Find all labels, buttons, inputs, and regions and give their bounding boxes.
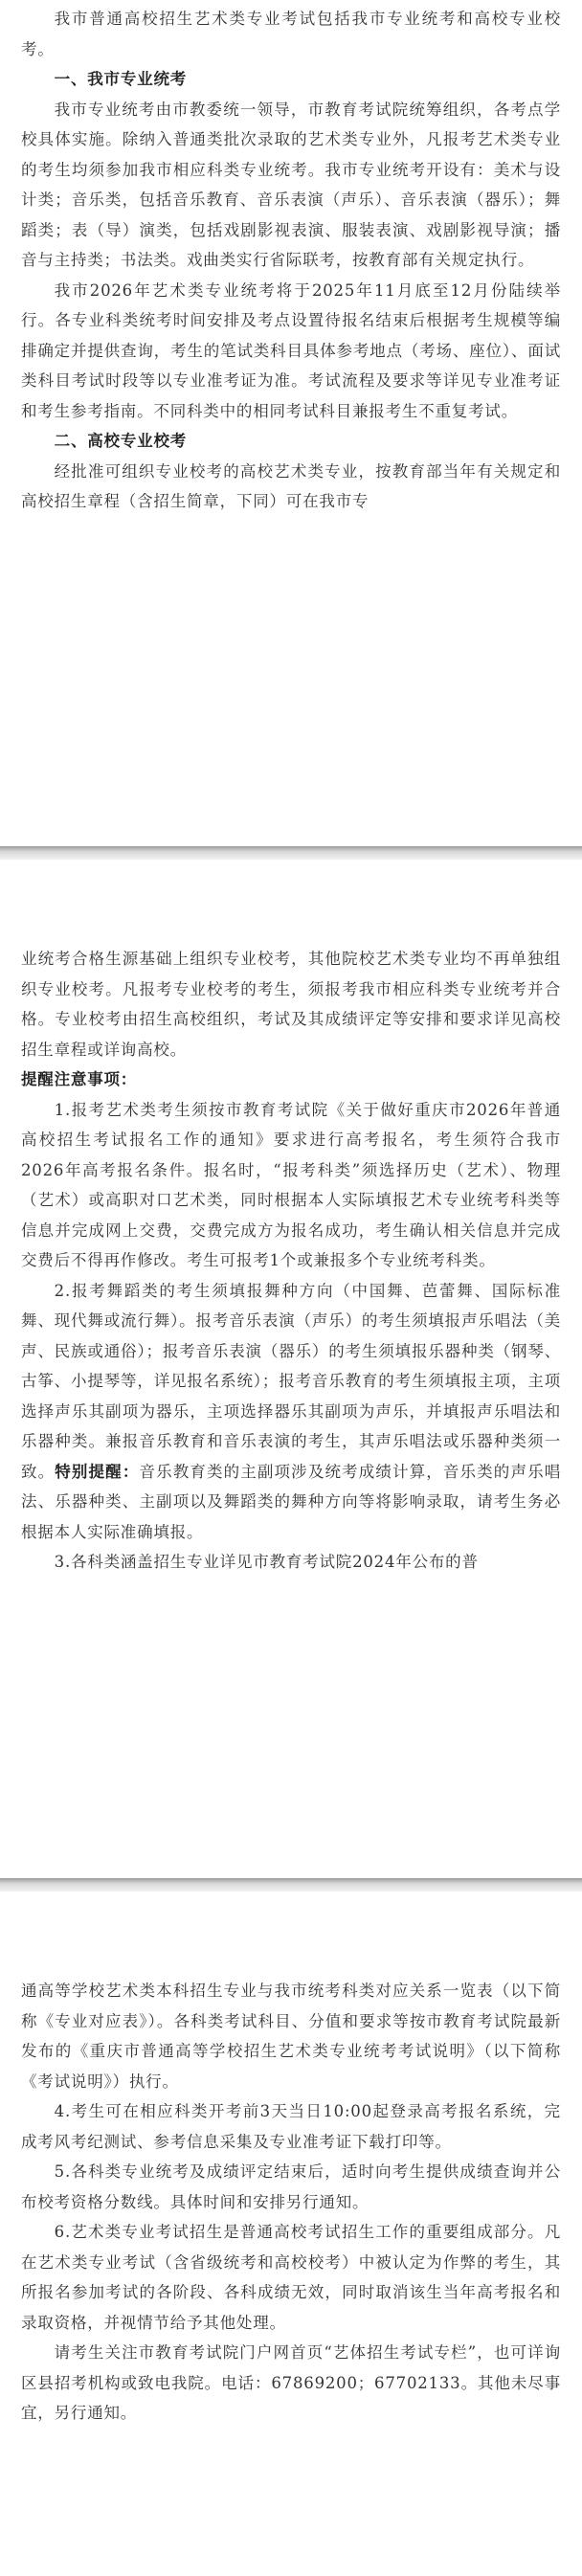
note-item-2-reminder-text: 音乐教育类的主副项涉及统考成绩计算，音乐类的声乐唱法、乐器种类、主副项以及舞蹈类的舞种方向等将影响录取，请考生务必根据本人实际准确填报。 bbox=[21, 1462, 562, 1541]
note-item-5: 5.各科类专业统考及成绩评定结束后，适时向考生提供成绩查询并公布校考资格分数线。具体时间和安排另行通知。 bbox=[21, 2162, 561, 2211]
closing-contact-paragraph: 请考生关注市教育考试院门户网首页“艺体招生考试专栏”，也可详询区县招考机构或致电我院。电话：67869200；67702133。其他未尽事宜，另行通知。 bbox=[21, 2343, 561, 2422]
school-exam-paragraph-start: 经批准可组织专业校考的高校艺术类专业，按教育部当年有关规定和高校招生章程（含招生简章，下同）可在我市专 bbox=[21, 461, 561, 510]
note-item-1: 1.报考艺术类考生须按市教育考试院《关于做好重庆市2026年普通高校招生考试报名工作的通知》要求进行高考报名，考生须符合我市2026年高考报名条件。报名时，“报考科类”须选择历史（艺术）、物理（艺术）或高职对口艺术类，同时根据本人实际填报艺术专业统考科类等信息并完成网上交费，交费完成方为报名成功，考生确认相关信息并完成交费后不得再作修改。考生可报考1个或兼报多个专业统考科类。 bbox=[21, 1100, 561, 1269]
page-separator bbox=[0, 846, 582, 860]
section-heading-unified-exam: 一、我市专业统考 bbox=[54, 70, 188, 88]
note-item-4: 4.考生可在相应科类开考前3天当日10:00起登录高考报名系统，完成考风考纪测试、参考信息采集及专业准考证下载打印等。 bbox=[21, 2102, 561, 2151]
document-page-1 bbox=[0, 0, 582, 846]
exam-schedule-paragraph: 我市2026年艺术类专业统考将于2025年11月底至12月份陆续举行。各专业科类统考时间安排及考点设置待报名结束后根据考生规模等编排确定并提供查询，考生的笔试类科目具体参考地点（考场、座位）、面试类科目考试时段等以专业准考证为准。考试流程及要求等详见专业准考证和考生参考指南。不同科类中的相同考试科目兼报考生不重复考试。 bbox=[21, 280, 561, 420]
page-separator bbox=[0, 1878, 582, 1892]
special-reminder-label: 特别提醒： bbox=[55, 1462, 140, 1481]
document-page-2 bbox=[0, 860, 582, 1878]
note-item-3-start: 3.各科类涵盖招生专业详见市教育考试院2024年公布的普 bbox=[54, 1553, 479, 1571]
note-item-3-continued: 通高等学校艺术类本科招生专业与我市统考科类对应关系一览表（以下简称《专业对应表》）。各科类考试科目、分值和要求等按市教育考试院最新发布的《重庆市普通高等学校招生艺术类专业统考考试说明》（以下简称《考试说明》）执行。 bbox=[21, 1982, 561, 2091]
note-item-2-text: 2.报考舞蹈类的考生须填报舞种方向（中国舞、芭蕾舞、国际标准舞、现代舞或流行舞）。报考音乐表演（声乐）的考生须填报声乐唱法（美声、民族或通俗）；报考音乐表演（器乐）的考生须填报乐器种类（钢琴、古筝、小提琴等，详见报名系统）；报考音乐教育的考生须填报主项，主项选择声乐其副项为器乐，主项选择器乐其副项为声乐，并填报声乐唱法和乐器种类。兼报音乐教育和音乐表演的考生，其声乐唱法或乐器种类须一致。 bbox=[21, 1281, 561, 1481]
school-exam-paragraph-continued: 业统考合格生源基础上组织专业校考，其他院校艺术类专业均不再单独组织专业校考。凡报考专业校考的考生，须报考我市相应科类专业统考并合格。专业校考由招生高校组织，考试及其成绩评定等安排和要求详见高校招生章程或详询高校。 bbox=[21, 950, 561, 1059]
document-page-3 bbox=[0, 1892, 582, 2576]
section-heading-school-exam: 二、高校专业校考 bbox=[54, 432, 188, 450]
intro-paragraph: 我市普通高校招生艺术类专业考试包括我市专业统考和高校专业校考。 bbox=[21, 10, 561, 58]
unified-exam-paragraph: 我市专业统考由市教委统一领导，市教育考试院统筹组织，各考点学校具体实施。除纳入普通类批次录取的艺术类专业外，凡报考艺术类专业的考生均须参加我市相应科类专业统考。我市专业统考开设有：美术与设计类；音乐类，包括音乐教育、音乐表演（声乐）、音乐表演（器乐）；舞蹈类；表（导）演类，包括戏剧影视表演、服装表演、戏剧影视导演；播音与主持类；书法类。戏曲类实行省际联考，按教育部有关规定执行。 bbox=[21, 100, 561, 269]
note-item-6: 6.艺术类专业考试招生是普通高校考试招生工作的重要组成部分。凡在艺术类专业考试（含省级统考和高校校考）中被认定为作弊的考生，其所报名参加考试的各阶段、各科成绩无效，同时取消该生当年高考报名和录取资格，并视情节给予其他处理。 bbox=[21, 2223, 561, 2332]
note-item-2 bbox=[21, 1276, 561, 1548]
notes-title: 提醒注意事项： bbox=[21, 1070, 138, 1088]
